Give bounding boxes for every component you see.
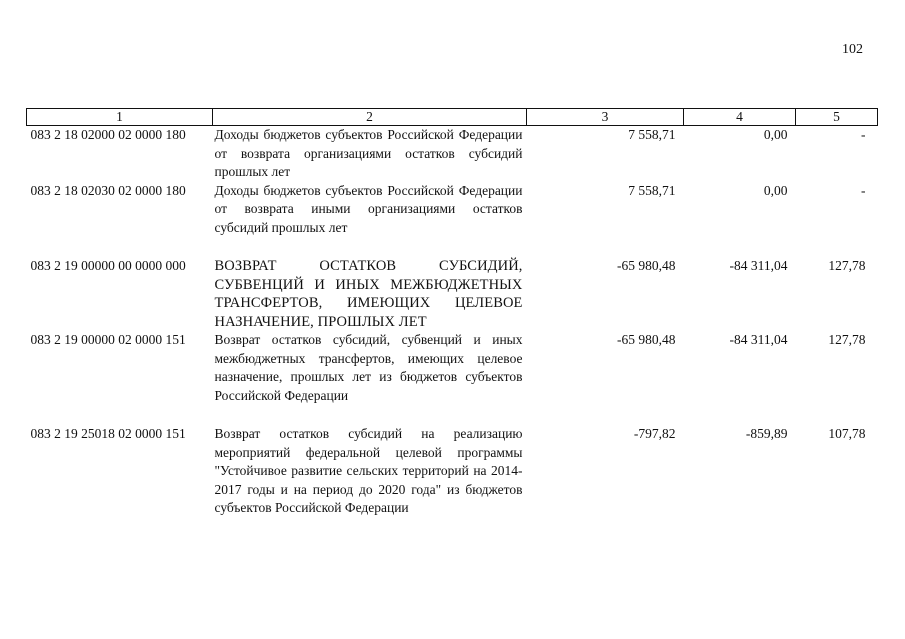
value-col5: -: [861, 127, 866, 142]
value-col5: 107,78: [828, 426, 866, 441]
page-number: 102: [842, 42, 863, 57]
budget-description: Возврат остатков субсидий на реализацию мероприятий федеральной целевой программы "Устойчивое развитие сельских территорий на 2014-2017 годы и на период до 2020 года" из бюджетов субъектов Российской Федерации: [214, 426, 523, 515]
value-col3: -65 980,48: [617, 332, 676, 347]
value-col5: 127,78: [828, 332, 866, 347]
budget-description: Доходы бюджетов субъектов Российской Федерации от возврата организациями остатков субсидий прошлых лет: [214, 127, 523, 179]
table-row: [27, 237, 878, 331]
budget-code: 083 2 18 02030 02 0000 180: [30, 182, 186, 198]
budget-description: Возврат остатков субсидий, субвенций и иных межбюджетных трансфертов, имеющих целевое назначение, прошлых лет из бюджетов субъектов Российской Федерации: [214, 332, 523, 403]
column-header-2: 2: [213, 109, 527, 126]
column-header-3: 3: [527, 109, 684, 126]
table-header: [27, 109, 878, 126]
value-col3: -797,82: [633, 426, 676, 441]
column-header-4: 4: [684, 109, 796, 126]
value-col4: -84 311,04: [729, 332, 788, 347]
value-col3: -65 980,48: [617, 258, 676, 273]
value-col3: 7 558,71: [628, 182, 676, 198]
value-col4: 0,00: [763, 182, 788, 198]
table-row: [27, 331, 878, 405]
value-col4: -859,89: [745, 426, 788, 441]
budget-code: 083 2 18 02000 02 0000 180: [30, 127, 186, 142]
column-header-5: 5: [796, 109, 878, 126]
value-col3: 7 558,71: [628, 127, 676, 142]
table-row: [27, 405, 878, 518]
budget-code: 083 2 19 00000 00 0000 000: [30, 258, 186, 273]
value-col4: 0,00: [763, 127, 788, 142]
value-col4: -84 311,04: [729, 258, 788, 273]
budget-table: [26, 108, 878, 518]
table-row: [27, 182, 878, 238]
budget-code: 083 2 19 00000 02 0000 151: [30, 332, 186, 347]
table-row: [27, 126, 878, 182]
budget-description: ВОЗВРАТ ОСТАТКОВ СУБСИДИЙ, СУБВЕНЦИЙ И ИНЫХ МЕЖБЮДЖЕТНЫХ ТРАНСФЕРТОВ, ИМЕЮЩИХ ЦЕЛЕВОЕ НАЗНАЧЕНИЕ, ПРОШЛЫХ ЛЕТ: [214, 258, 523, 330]
budget-code: 083 2 19 25018 02 0000 151: [30, 426, 186, 441]
value-col5: -: [861, 182, 866, 198]
column-header-1: 1: [27, 109, 213, 126]
budget-description: Доходы бюджетов субъектов Российской Федерации от возврата иными организациями остатков субсидий прошлых лет: [214, 182, 523, 235]
value-col5: 127,78: [828, 258, 866, 273]
